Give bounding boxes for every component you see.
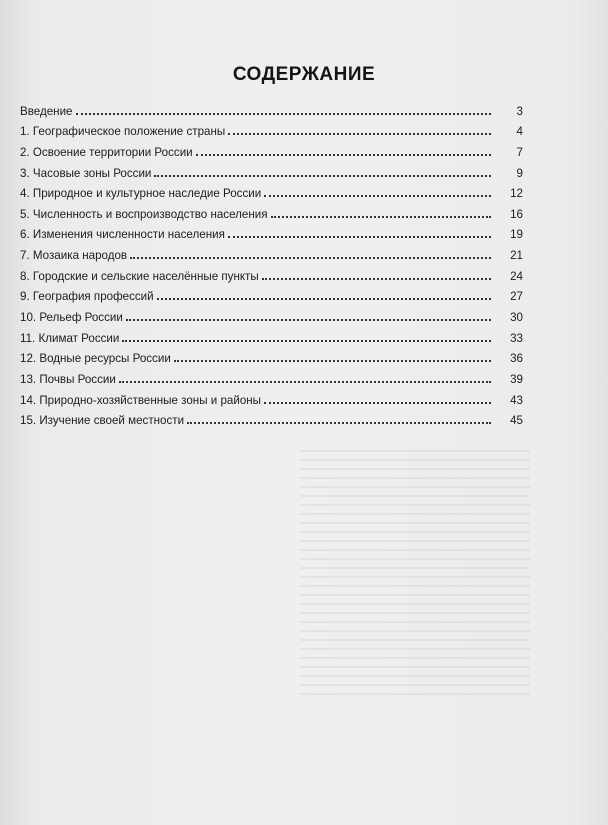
- toc-entry-page-number: 19: [510, 228, 523, 242]
- dot-leader: [122, 340, 491, 342]
- toc-entry-page-number: 33: [510, 331, 523, 345]
- toc-entry: [20, 283, 523, 304]
- toc-entry: [20, 138, 523, 159]
- toc-entry-label: 15. Изучение своей местности: [20, 414, 185, 428]
- toc-entry-page-number: 30: [510, 311, 523, 325]
- dot-leader: [264, 195, 491, 197]
- dot-leader: [154, 175, 491, 177]
- dot-leader: [119, 381, 491, 383]
- toc-entry-label: 5. Численность и воспроизводство населения: [20, 207, 268, 221]
- toc-entry-label: 4. Природное и культурное наследие России: [20, 187, 262, 201]
- toc-entry-page-number: 9: [516, 166, 523, 180]
- toc-entry: [20, 180, 523, 201]
- toc-entry-label: 12. Водные ресурсы России: [20, 352, 171, 366]
- toc-entry-label: 13. Почвы России: [20, 372, 116, 386]
- toc-entry-label: 10. Рельеф России: [20, 311, 123, 325]
- toc-entry-page-number: 21: [510, 249, 523, 263]
- dot-leader: [187, 422, 491, 424]
- toc-entry-label: Введение: [20, 104, 73, 118]
- dot-leader: [264, 402, 491, 404]
- bleed-through-texture: [300, 450, 530, 700]
- toc-entry-label: 8. Городские и сельские населённые пункты: [20, 269, 259, 283]
- dot-leader: [228, 236, 491, 238]
- toc-entry-page-number: 39: [510, 372, 523, 386]
- toc-entry: [20, 303, 523, 324]
- toc-entry-page-number: 3: [516, 104, 523, 118]
- toc-entry-page-number: 36: [510, 352, 523, 366]
- toc-entry: [20, 200, 523, 221]
- toc-entry: [20, 365, 523, 386]
- toc-entry-label: 6. Изменения численности населения: [20, 228, 225, 242]
- dot-leader: [157, 298, 491, 300]
- toc-entry: [20, 324, 523, 345]
- toc-entry: [20, 221, 523, 242]
- toc-entry-label: 14. Природно-хозяйственные зоны и районы: [20, 393, 262, 407]
- page-title: СОДЕРЖАНИЕ: [232, 64, 376, 85]
- toc-entry-page-number: 12: [510, 187, 523, 201]
- toc-entry: [20, 118, 523, 139]
- toc-entry-page-number: 4: [516, 125, 523, 139]
- toc-entry-page-number: 24: [510, 269, 523, 283]
- dot-leader: [228, 133, 491, 135]
- dot-leader: [126, 319, 491, 321]
- dot-leader: [76, 113, 492, 115]
- toc-entry: [20, 262, 523, 283]
- toc-entry-label: 7. Мозаика народов: [20, 249, 128, 263]
- toc-entry-page-number: 43: [510, 393, 523, 407]
- dot-leader: [174, 360, 491, 362]
- toc-entry: [20, 345, 523, 366]
- toc-entry-page-number: 16: [510, 207, 523, 221]
- dot-leader: [262, 278, 491, 280]
- toc-entry-page-number: 45: [510, 414, 523, 428]
- toc-entry: [20, 97, 523, 118]
- toc-entry-label: 11. Климат России: [20, 331, 120, 345]
- dot-leader: [196, 154, 491, 156]
- toc-entry: [20, 241, 523, 262]
- toc-entry-label: 1. Географическое положение страны: [20, 125, 226, 139]
- toc-entry: [20, 407, 523, 428]
- toc-entry-label: 3. Часовые зоны России: [20, 166, 152, 180]
- toc-entry: [20, 386, 523, 407]
- toc-entry-label: 9. География профессий: [20, 290, 154, 304]
- toc-entry: [20, 159, 523, 180]
- toc-entry-page-number: 7: [516, 145, 523, 159]
- table-of-contents: [20, 97, 523, 427]
- dot-leader: [130, 257, 491, 259]
- toc-entry-label: 2. Освоение территории России: [20, 145, 193, 159]
- toc-entry-page-number: 27: [510, 290, 523, 304]
- dot-leader: [271, 216, 491, 218]
